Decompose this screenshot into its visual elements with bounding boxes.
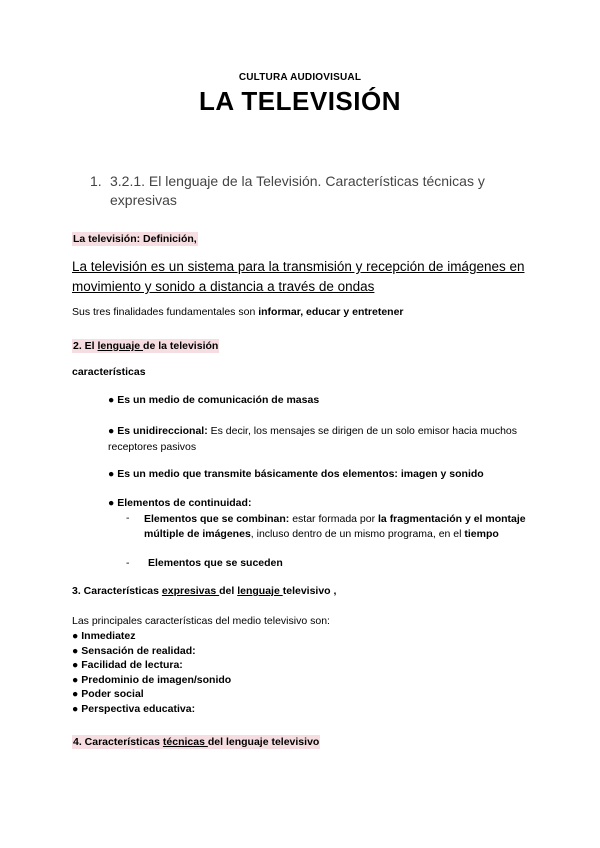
definition-text: La televisión es un sistema para la transmisión y recepción de imágenes en movimiento y sonido a distancia a través de ondas xyxy=(72,259,525,294)
section3-heading xyxy=(72,585,336,597)
list-item: ● Inmediatez xyxy=(72,630,136,642)
sub-combined-bold3: tiempo xyxy=(464,528,499,540)
section3-heading-u1: expresivas xyxy=(161,585,220,597)
section-heading-text: 3.2.1. El lenguaje de la Televisión. Características técnicas y expresivas xyxy=(110,173,485,208)
section3-heading-u2: lenguaje xyxy=(237,585,283,597)
purposes-prefix: Sus tres finalidades fundamentales son xyxy=(72,306,259,318)
document-subtitle: CULTURA AUDIOVISUAL xyxy=(238,72,362,83)
list-item: ● Poder social xyxy=(72,688,144,700)
section-number: 1. xyxy=(90,173,102,189)
section2-heading-b: de la televisión xyxy=(143,340,219,352)
bullet-mass-media: ● Es un medio de comunicación de masas xyxy=(108,394,320,406)
section2-heading-a: 2. El xyxy=(73,340,98,352)
section3-intro: Las principales características del medio televisivo son: xyxy=(72,615,330,627)
sub-combined-bold2: la fragmentación y el montaje múltiple de imágenes xyxy=(144,513,526,540)
section2-heading-underlined: lenguaje xyxy=(97,340,144,352)
dash-1: - xyxy=(126,512,130,524)
section-heading xyxy=(90,172,530,210)
dash-2: - xyxy=(126,557,130,569)
list-item: ● Perspectiva educativa: xyxy=(72,702,196,715)
purposes-bold: informar, educar y entretener xyxy=(258,306,404,318)
list-item: ● Sensación de realidad: xyxy=(72,644,196,657)
section4-heading-u: técnicas xyxy=(162,736,208,748)
definition-label: La televisión: Definición, xyxy=(73,233,197,245)
sub-combined-bold: Elementos que se combinan: xyxy=(144,513,290,525)
bullet-unidirectional xyxy=(108,423,528,455)
sub-combined-text1: estar formada por xyxy=(289,513,379,525)
section3-heading-a: 3. Características xyxy=(72,585,162,597)
section3-heading-b: del xyxy=(219,585,238,597)
document-title: LA TELEVISIÓN xyxy=(199,86,401,116)
bullet-continuity: ● Elementos de continuidad: xyxy=(108,497,252,509)
definition-label-block xyxy=(72,229,198,247)
section4-heading xyxy=(72,732,320,750)
purposes-line xyxy=(72,306,404,318)
sub-combined xyxy=(144,512,534,542)
section3-list xyxy=(72,629,231,716)
sub-successive: Elementos que se suceden xyxy=(148,557,283,569)
features-label: características xyxy=(72,366,146,378)
section4-heading-b: del lenguaje televisivo xyxy=(207,736,320,748)
bullet-unidirectional-bold: ● Es unidireccional: xyxy=(108,425,208,437)
bullet-unidirectional-text: Es decir, los mensajes se dirigen de un solo emisor hacia muchos receptores pasivos xyxy=(108,425,518,453)
list-item: ● Facilidad de lectura: xyxy=(72,659,183,671)
list-item: ● Predominio de imagen/sonido xyxy=(72,673,232,686)
bullet-image-sound: ● Es un medio que transmite básicamente dos elementos: imagen y sonido xyxy=(108,468,484,480)
section3-heading-c: televisivo , xyxy=(282,585,337,597)
section2-heading xyxy=(72,336,219,354)
sub-combined-text2: , incluso dentro de un mismo programa, en el xyxy=(250,528,465,540)
section4-heading-a: 4. Características xyxy=(73,736,163,748)
